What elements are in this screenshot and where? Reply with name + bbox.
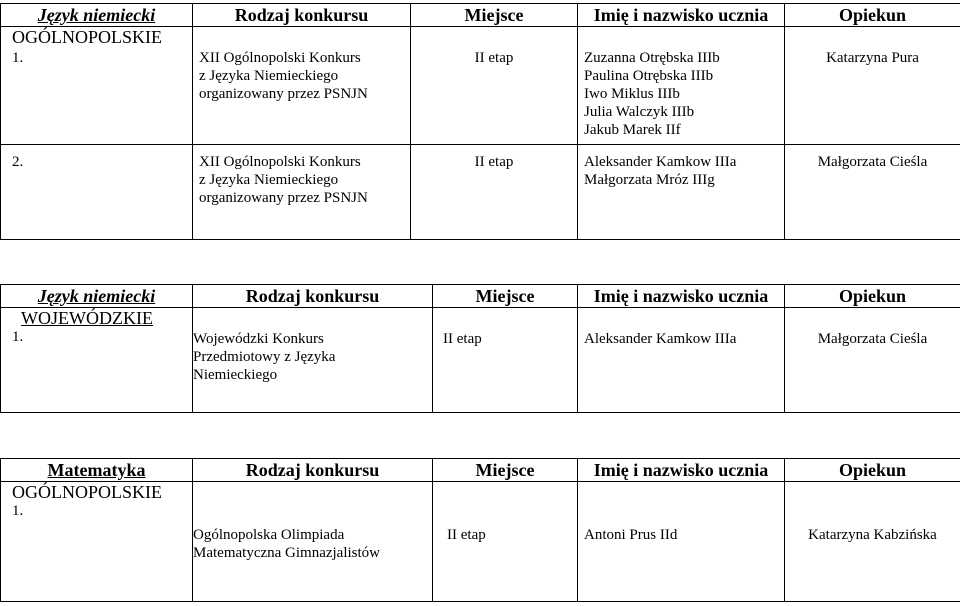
place-cell: [433, 482, 578, 602]
competition-line: Matematyczna Gimnazjalistów: [193, 545, 381, 561]
competition-cell: [185, 308, 425, 413]
competition-cell: [193, 27, 411, 145]
category-label: OGÓLNOPOLSKIE: [12, 27, 162, 47]
table-matematyka-ogolnopolskie: [0, 458, 960, 602]
row-number-cell: [1, 308, 193, 413]
student-name: Iwo Miklus IIIb: [584, 86, 680, 102]
place-cell: [411, 27, 578, 145]
competition-line: Niemieckiego: [193, 367, 278, 383]
row-number: 1.: [12, 329, 24, 345]
header-student-name: Imię i nazwisko ucznia: [578, 4, 785, 27]
place-value: II etap: [474, 50, 514, 66]
competition-line: organizowany przez PSNJN: [199, 190, 368, 206]
students-cell: [578, 482, 785, 602]
students-cell: [578, 27, 785, 145]
competition-line: XII Ogólnopolski Konkurs: [199, 50, 361, 66]
tutor-cell: [785, 27, 960, 145]
tutor-name: Katarzyna Kabzińska: [808, 527, 937, 543]
row-number-cell: [1, 482, 193, 602]
tutor-cell: [785, 308, 960, 413]
table-row: [1, 308, 960, 413]
table-jezyk-niemiecki-wojewodzkie: [0, 284, 960, 413]
header-place: Miejsce: [411, 4, 578, 27]
subject-header: Język niemiecki: [1, 4, 193, 27]
category-label: OGÓLNOPOLSKIE: [12, 482, 162, 502]
header-row: [1, 459, 960, 482]
header-row: [1, 285, 960, 308]
student-name: Zuzanna Otrębska IIIb: [584, 50, 720, 66]
student-name: Małgorzata Mróz IIIg: [584, 172, 715, 188]
competition-line: Przedmiotowy z Języka: [193, 349, 336, 365]
place-value: II etap: [474, 154, 514, 170]
row-number: 1.: [12, 50, 24, 66]
header-place: Miejsce: [433, 285, 578, 308]
tutor-name: Małgorzata Cieśla: [817, 154, 928, 170]
tutor-name: Małgorzata Cieśla: [817, 331, 928, 347]
header-tutor: Opiekun: [785, 285, 960, 308]
students-cell: [578, 308, 785, 413]
competition-cell: [193, 145, 411, 240]
header-competition-type: Rodzaj konkursu: [193, 285, 433, 308]
place-cell: [411, 145, 578, 240]
tutor-cell: [785, 145, 960, 240]
student-name: Jakub Marek IIf: [584, 122, 681, 138]
row-number: 2.: [12, 154, 24, 170]
table-jezyk-niemiecki-ogolnopolskie: [0, 3, 960, 240]
header-tutor: Opiekun: [785, 4, 960, 27]
students-cell: [578, 145, 785, 240]
competition-line: Wojewódzki Konkurs: [193, 331, 324, 347]
header-competition-type: Rodzaj konkursu: [193, 4, 411, 27]
competition-line: z Języka Niemieckiego: [199, 172, 339, 188]
student-name: Aleksander Kamkow IIIa: [584, 154, 737, 170]
row-number: 1.: [12, 503, 24, 519]
tutor-cell: [785, 482, 960, 602]
row-number-cell: [1, 27, 193, 145]
place-cell: [433, 308, 578, 413]
category-label: WOJEWÓDZKIE: [21, 308, 153, 328]
student-name: Julia Walczyk IIIb: [584, 104, 695, 120]
subject-header: Matematyka: [1, 459, 193, 482]
student-name: Aleksander Kamkow IIIa: [584, 331, 737, 347]
table-row: [1, 145, 960, 240]
competition-line: organizowany przez PSNJN: [199, 86, 368, 102]
competition-line: z Języka Niemieckiego: [199, 68, 339, 84]
place-value: II etap: [443, 331, 482, 347]
student-name: Paulina Otrębska IIIb: [584, 68, 714, 84]
competition-line: XII Ogólnopolski Konkurs: [199, 154, 361, 170]
header-place: Miejsce: [433, 459, 578, 482]
tutor-name: Katarzyna Pura: [826, 50, 919, 66]
place-value: II etap: [447, 527, 486, 543]
competition-cell: [185, 482, 425, 602]
student-name: Antoni Prus IId: [584, 527, 678, 543]
row-number-cell: [1, 145, 193, 240]
header-student-name: Imię i nazwisko ucznia: [578, 459, 785, 482]
table-row: [1, 27, 960, 145]
header-student-name: Imię i nazwisko ucznia: [578, 285, 785, 308]
header-row: [1, 4, 960, 27]
subject-header: Język niemiecki: [1, 285, 193, 308]
header-competition-type: Rodzaj konkursu: [193, 459, 433, 482]
competition-line: Ogólnopolska Olimpiada: [193, 527, 345, 543]
table-row: [1, 482, 960, 602]
header-tutor: Opiekun: [785, 459, 960, 482]
